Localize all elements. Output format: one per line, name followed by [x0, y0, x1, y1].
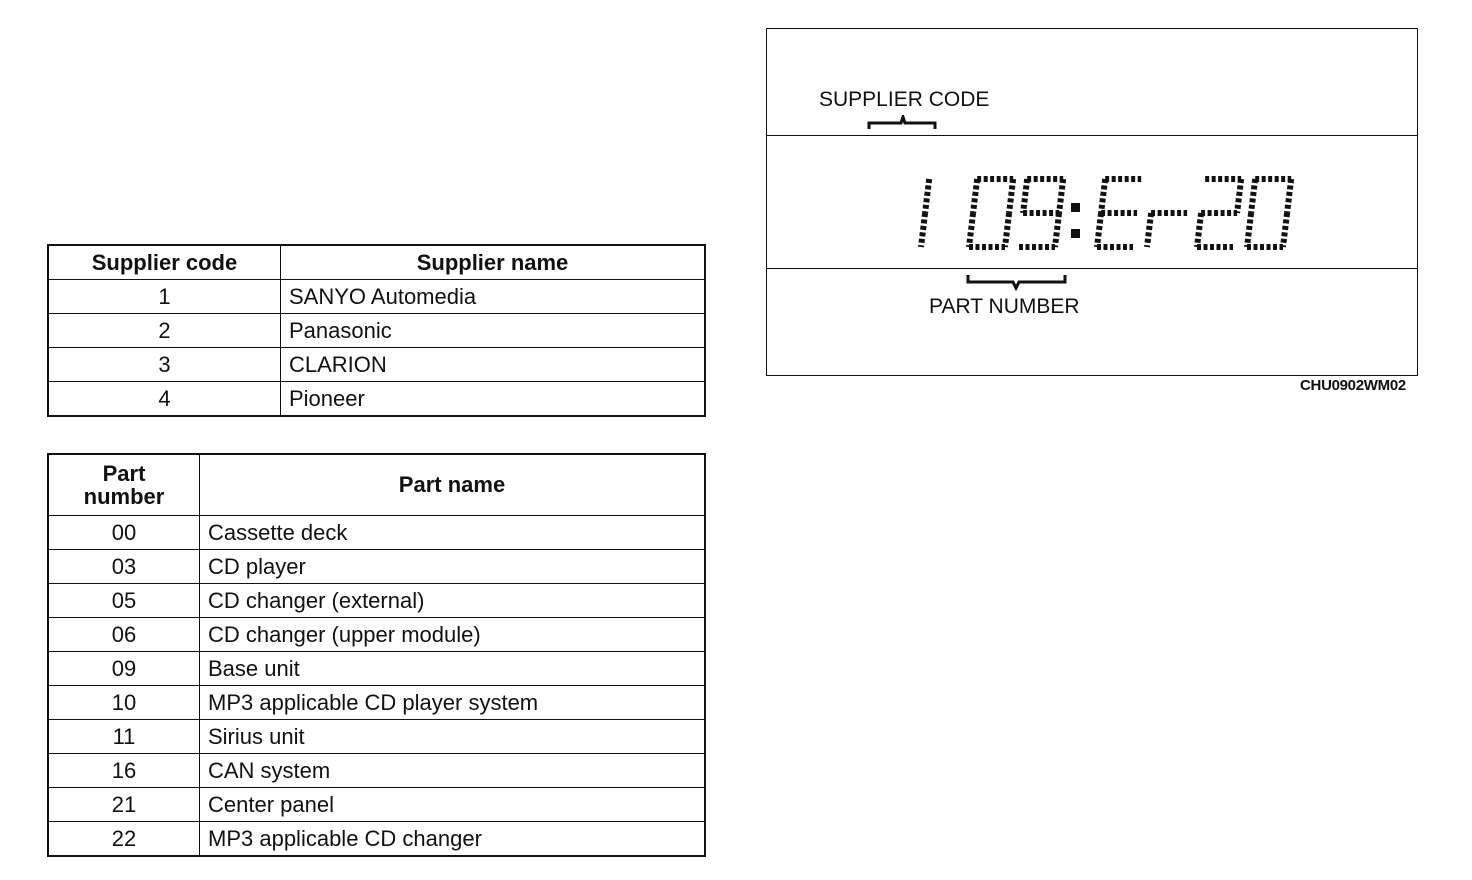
table-header-row — [48, 454, 705, 516]
supplier-code-cell: 3 — [48, 348, 281, 382]
table-row — [48, 550, 705, 584]
supplier-name-cell: SANYO Automedia — [281, 280, 706, 314]
part-number-cell: 03 — [48, 550, 200, 584]
supplier-name-cell: Pioneer — [281, 382, 706, 417]
lcd-digit — [1019, 179, 1063, 247]
part-number-cell: 06 — [48, 618, 200, 652]
lcd-digit — [1097, 179, 1141, 247]
lcd-digit — [921, 179, 929, 247]
part-number-cell: 21 — [48, 788, 200, 822]
part-name-cell: Cassette deck — [200, 516, 706, 550]
part-name-cell: Base unit — [200, 652, 706, 686]
supplier-code-label: SUPPLIER CODE — [819, 88, 990, 111]
table-row — [48, 280, 705, 314]
column-header: Supplier name — [281, 245, 706, 280]
part-number-cell: 11 — [48, 720, 200, 754]
supplier-code-cell: 1 — [48, 280, 281, 314]
figure-reference-code: CHU0902WM02 — [1300, 377, 1406, 394]
display-bottom-divider — [767, 268, 1417, 269]
supplier-code-cell: 2 — [48, 314, 281, 348]
lcd-digit — [969, 179, 1013, 247]
lcd-colon — [1071, 203, 1080, 238]
table-row — [48, 516, 705, 550]
part-number-cell: 22 — [48, 822, 200, 857]
table-row — [48, 652, 705, 686]
lcd-digit — [1247, 179, 1291, 247]
table-row — [48, 754, 705, 788]
column-header: Supplier code — [48, 245, 281, 280]
lcd-display-figure — [766, 28, 1418, 376]
table-row — [48, 720, 705, 754]
part-name-cell: CD changer (upper module) — [200, 618, 706, 652]
lcd-digit — [1197, 179, 1241, 247]
part-name-cell: Center panel — [200, 788, 706, 822]
part-number-label: PART NUMBER — [929, 295, 1080, 318]
table-row — [48, 348, 705, 382]
part-name-cell: MP3 applicable CD player system — [200, 686, 706, 720]
column-header: Part name — [200, 454, 706, 516]
part-number-cell: 00 — [48, 516, 200, 550]
part-number-cell: 05 — [48, 584, 200, 618]
part-number-cell: 09 — [48, 652, 200, 686]
part-number-cell: 10 — [48, 686, 200, 720]
table-row — [48, 618, 705, 652]
supplier-code-table — [47, 244, 706, 417]
part-number-table — [47, 453, 706, 857]
table-row — [48, 382, 705, 417]
supplier-code-cell: 4 — [48, 382, 281, 417]
part-name-cell: CD player — [200, 550, 706, 584]
table-row — [48, 584, 705, 618]
table-header-row — [48, 245, 705, 280]
supplier-code-brace — [867, 115, 939, 131]
table-row — [48, 788, 705, 822]
part-name-cell: CD changer (external) — [200, 584, 706, 618]
table-row — [48, 686, 705, 720]
table-row — [48, 822, 705, 857]
part-name-cell: Sirius unit — [200, 720, 706, 754]
part-number-brace — [965, 273, 1069, 291]
part-number-cell: 16 — [48, 754, 200, 788]
table-row — [48, 314, 705, 348]
part-name-cell: CAN system — [200, 754, 706, 788]
supplier-name-cell: Panasonic — [281, 314, 706, 348]
lcd-digit — [1147, 213, 1187, 247]
supplier-name-cell: CLARION — [281, 348, 706, 382]
column-header — [48, 454, 200, 516]
column-header-line: Part number — [83, 460, 165, 509]
part-name-cell: MP3 applicable CD changer — [200, 822, 706, 857]
display-top-divider — [767, 135, 1417, 136]
lcd-readout — [767, 137, 1417, 269]
